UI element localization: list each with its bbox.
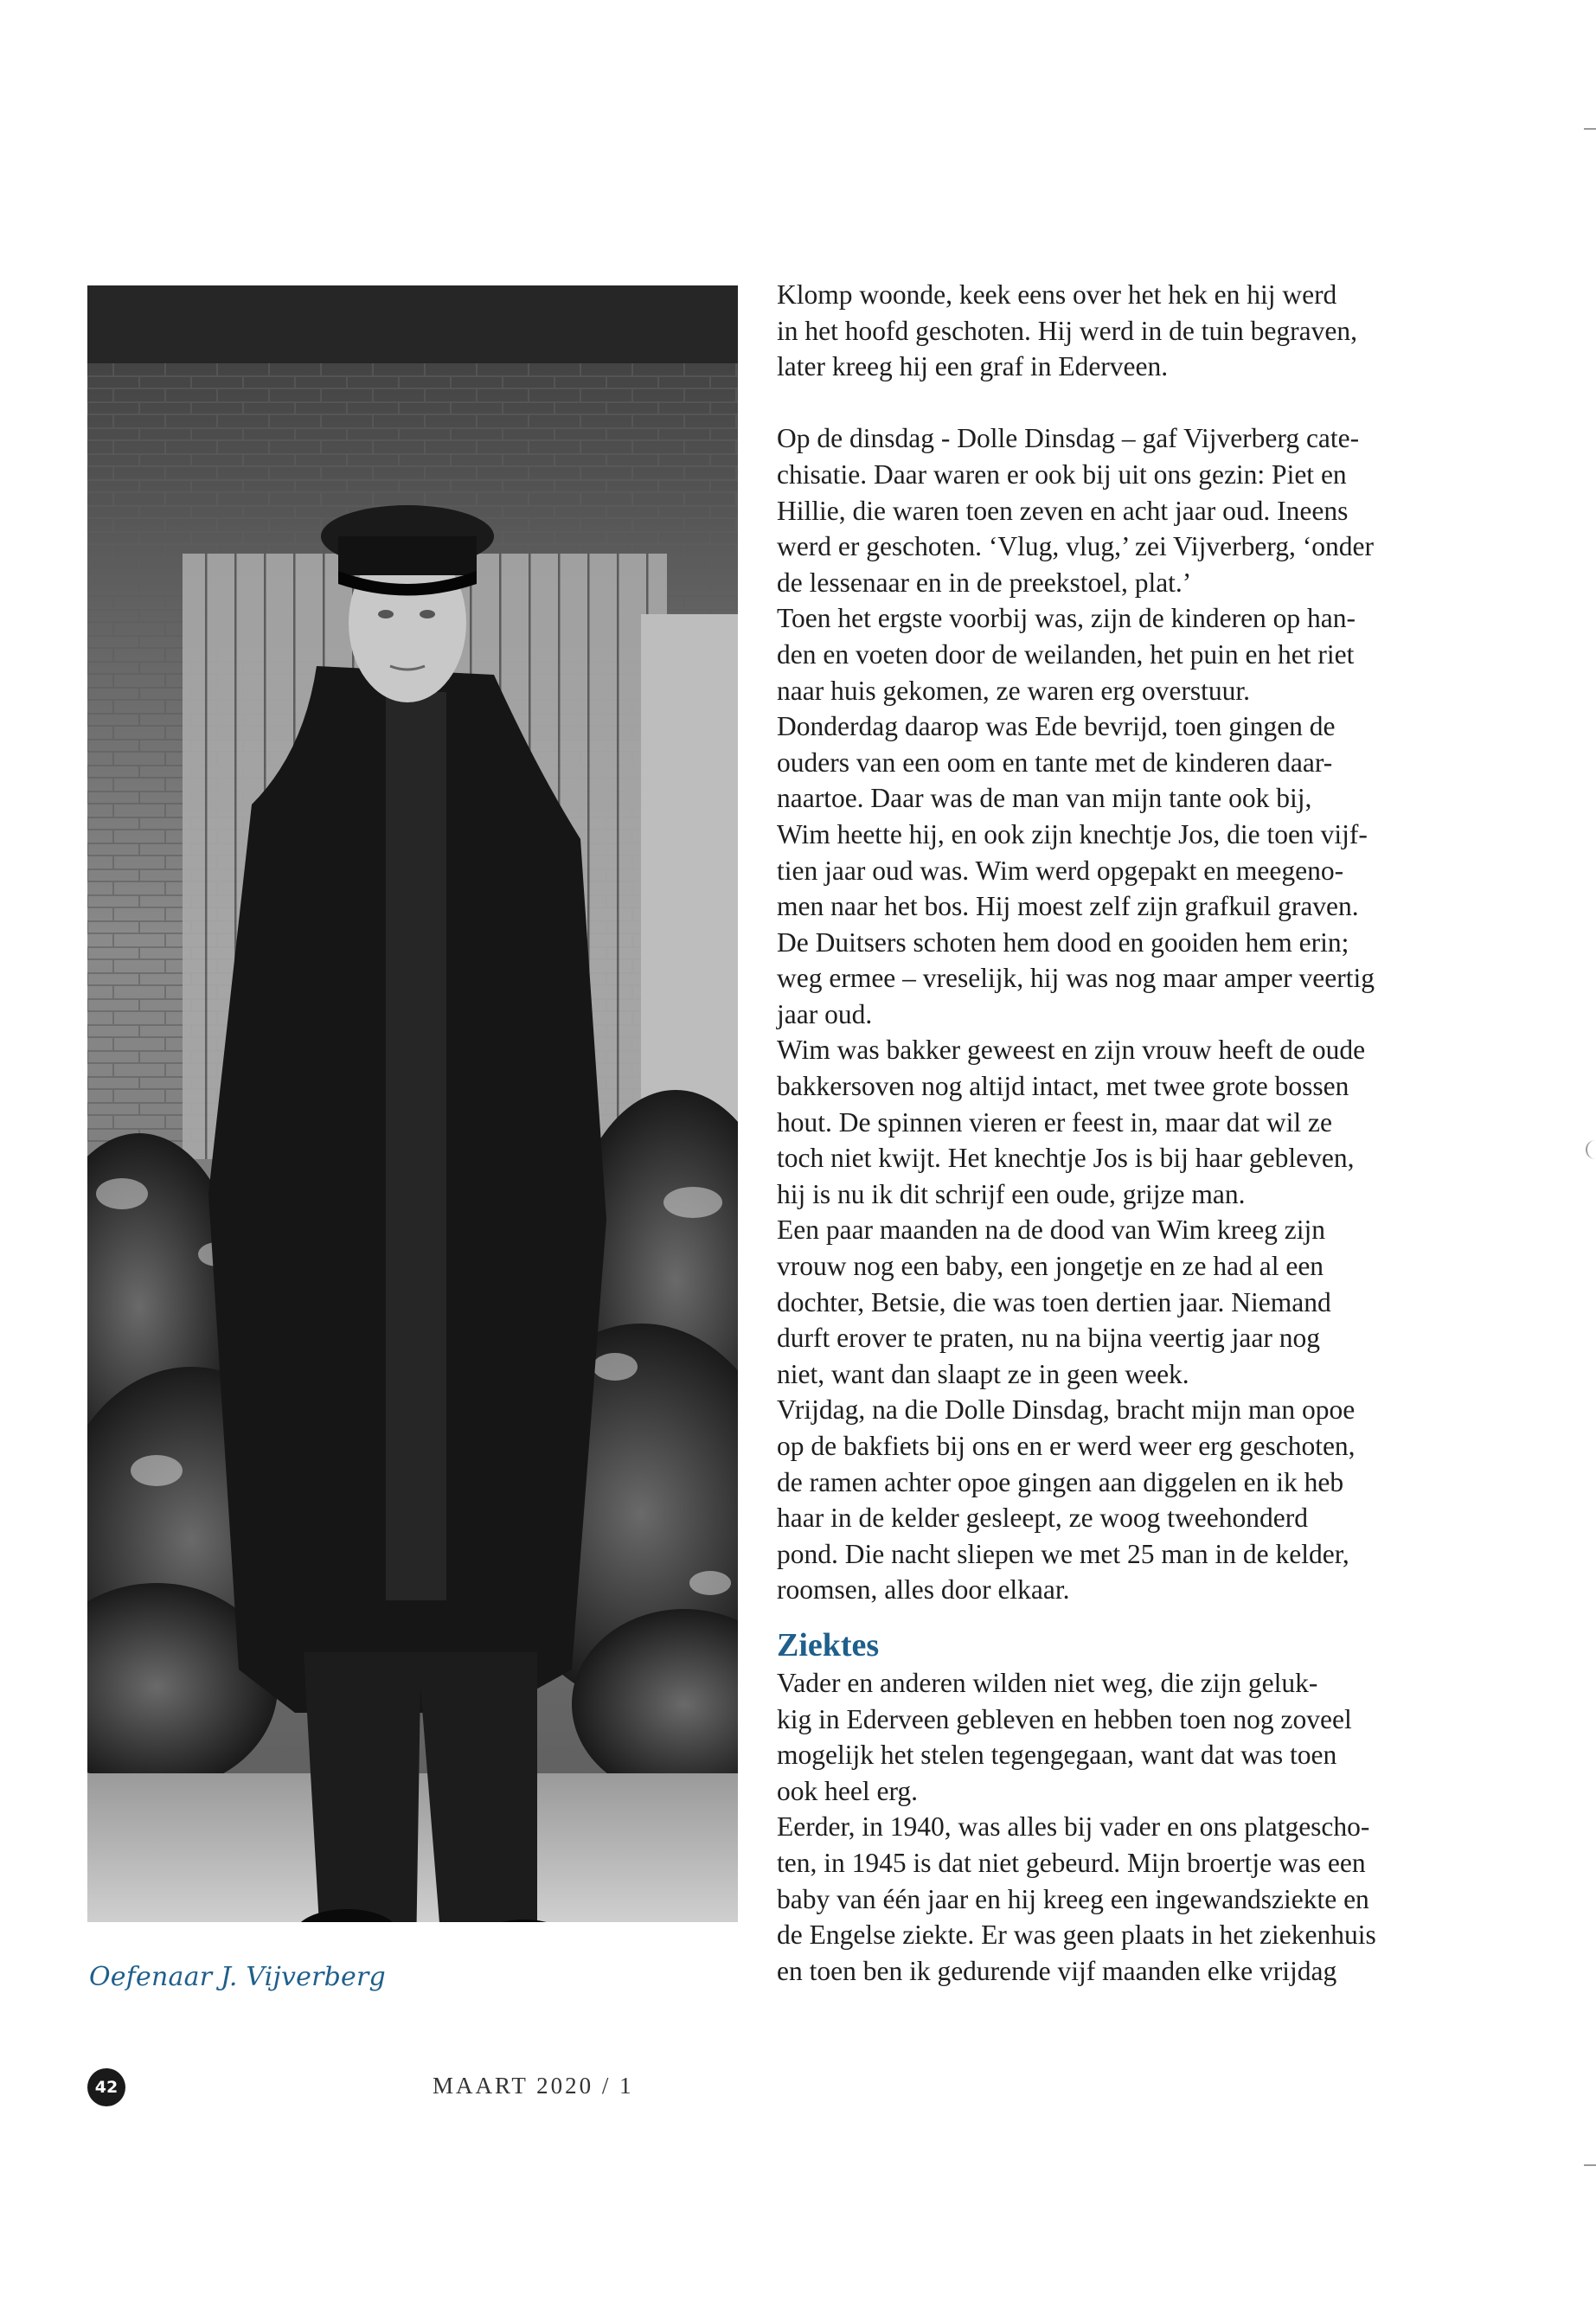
- photo-caption: Oefenaar J. Vijverberg: [89, 1962, 386, 1992]
- text-line: Een paar maanden na de dood van Wim kreeg zijn: [777, 1215, 1326, 1246]
- text-line: chisatie. Daar waren er ook bij uit ons gezin: Piet en: [777, 458, 1347, 490]
- text-line: den en voeten door de weilanden, het puin en het riet: [777, 638, 1355, 670]
- text-line: later kreeg hij een graf in Ederveen.: [777, 351, 1169, 382]
- text-line: baby van één jaar en hij kreeg een ingewandsziekte en: [777, 1883, 1369, 1914]
- text-line: Hillie, die waren toen zeven en acht jaar oud. Ineens: [777, 495, 1349, 526]
- text-line: bakkersoven nog altijd intact, met twee grote bossen: [777, 1071, 1349, 1102]
- text-line: durft erover te praten, nu na bijna veertig jaar nog: [777, 1323, 1320, 1354]
- crop-mark: [1584, 2164, 1596, 2166]
- text-line: Toen het ergste voorbij was, zijn de kinderen op han-: [777, 603, 1356, 634]
- text-line: men naar het bos. Hij moest zelf zijn grafkuil graven.: [777, 891, 1359, 922]
- text-line: naartoe. Daar was de man van mijn tante ook bij,: [777, 783, 1312, 814]
- text-line: pond. Die nacht sliepen we met 25 man in de kelder,: [777, 1538, 1349, 1569]
- text-line: roomsen, alles door elkaar.: [777, 1574, 1070, 1606]
- text-line: en toen ben ik gedurende vijf maanden elke vrijdag: [777, 1955, 1337, 1986]
- crop-mark: [1584, 128, 1596, 130]
- text-line: ook heel erg.: [777, 1775, 918, 1806]
- paragraph-gap: [777, 385, 1434, 421]
- text-line: de lessenaar en in de preekstoel, plat.’: [777, 567, 1192, 598]
- text-line: werd er geschoten. ‘Vlug, vlug,’ zei Vijverberg, ‘onder: [777, 531, 1375, 562]
- text-line: vrouw nog een baby, een jongetje en ze had al een: [777, 1251, 1324, 1282]
- section-heading: Ziektes: [777, 1626, 880, 1663]
- text-line: Donderdag daarop was Ede bevrijd, toen gingen de: [777, 711, 1336, 742]
- text-line: Vrijdag, na die Dolle Dinsdag, bracht mijn man opoe: [777, 1394, 1356, 1426]
- text-line: de ramen achter opoe gingen aan diggelen en ik heb: [777, 1466, 1344, 1497]
- registration-mark: [1586, 1140, 1596, 1159]
- text-line: ten, in 1945 is dat niet gebeurd. Mijn broertje was een: [777, 1847, 1366, 1878]
- text-line: Eerder, in 1940, was alles bij vader en ons platgescho-: [777, 1811, 1370, 1843]
- paragraph: [777, 277, 1434, 385]
- text-line: kig in Ederveen gebleven en hebben toen nog zoveel: [777, 1703, 1352, 1734]
- text-line: De Duitsers schoten hem dood en gooiden hem erin;: [777, 926, 1349, 958]
- text-line: dochter, Betsie, die was toen dertien jaar. Niemand: [777, 1286, 1331, 1317]
- text-line: tien jaar oud was. Wim werd opgepakt en meegeno-: [777, 855, 1344, 886]
- text-line: Vader en anderen wilden niet weg, die zijn geluk-: [777, 1667, 1318, 1698]
- paragraph: [777, 1665, 1434, 1989]
- article-column: [777, 277, 1434, 1989]
- text-line: Wim was bakker geweest en zijn vrouw heeft de oude: [777, 1035, 1366, 1066]
- text-line: niet, want dan slaapt ze in geen week.: [777, 1358, 1189, 1389]
- text-line: Wim heette hij, en ook zijn knechtje Jos, die toen vijf-: [777, 818, 1368, 849]
- text-line: in het hoofd geschoten. Hij werd in de tuin begraven,: [777, 315, 1357, 346]
- text-line: toch niet kwijt. Het knechtje Jos is bij haar gebleven,: [777, 1143, 1355, 1174]
- paragraph: [777, 420, 1434, 1608]
- text-line: Klomp woonde, keek eens over het hek en hij werd: [777, 279, 1337, 310]
- text-line: de Engelse ziekte. Er was geen plaats in het ziekenhuis: [777, 1920, 1376, 1951]
- text-line: hij is nu ik dit schrijf een oude, grijze man.: [777, 1178, 1246, 1209]
- page-number-badge: 42: [87, 2068, 125, 2106]
- text-line: ouders van een oom en tante met de kinderen daar-: [777, 747, 1333, 778]
- heading-gap: [777, 1608, 1434, 1625]
- text-line: haar in de kelder gesleept, ze woog tweehonderd: [777, 1503, 1308, 1534]
- text-line: mogelijk het stelen tegengegaan, want dat was toen: [777, 1740, 1337, 1771]
- portrait-photo-icon: [87, 285, 738, 1922]
- text-line: Op de dinsdag - Dolle Dinsdag – gaf Vijverberg cate-: [777, 423, 1360, 454]
- text-line: op de bakfiets bij ons en er werd weer erg geschoten,: [777, 1431, 1356, 1461]
- text-line: hout. De spinnen vieren er feest in, maar dat wil ze: [777, 1106, 1333, 1138]
- text-line: weg ermee – vreselijk, hij was nog maar amper veertig: [777, 963, 1375, 994]
- text-line: naar huis gekomen, ze waren erg overstuur.: [777, 675, 1250, 706]
- issue-label: MAART 2020 / 1: [433, 2073, 634, 2099]
- portrait-photo: [87, 285, 738, 1922]
- text-line: jaar oud.: [777, 998, 873, 1029]
